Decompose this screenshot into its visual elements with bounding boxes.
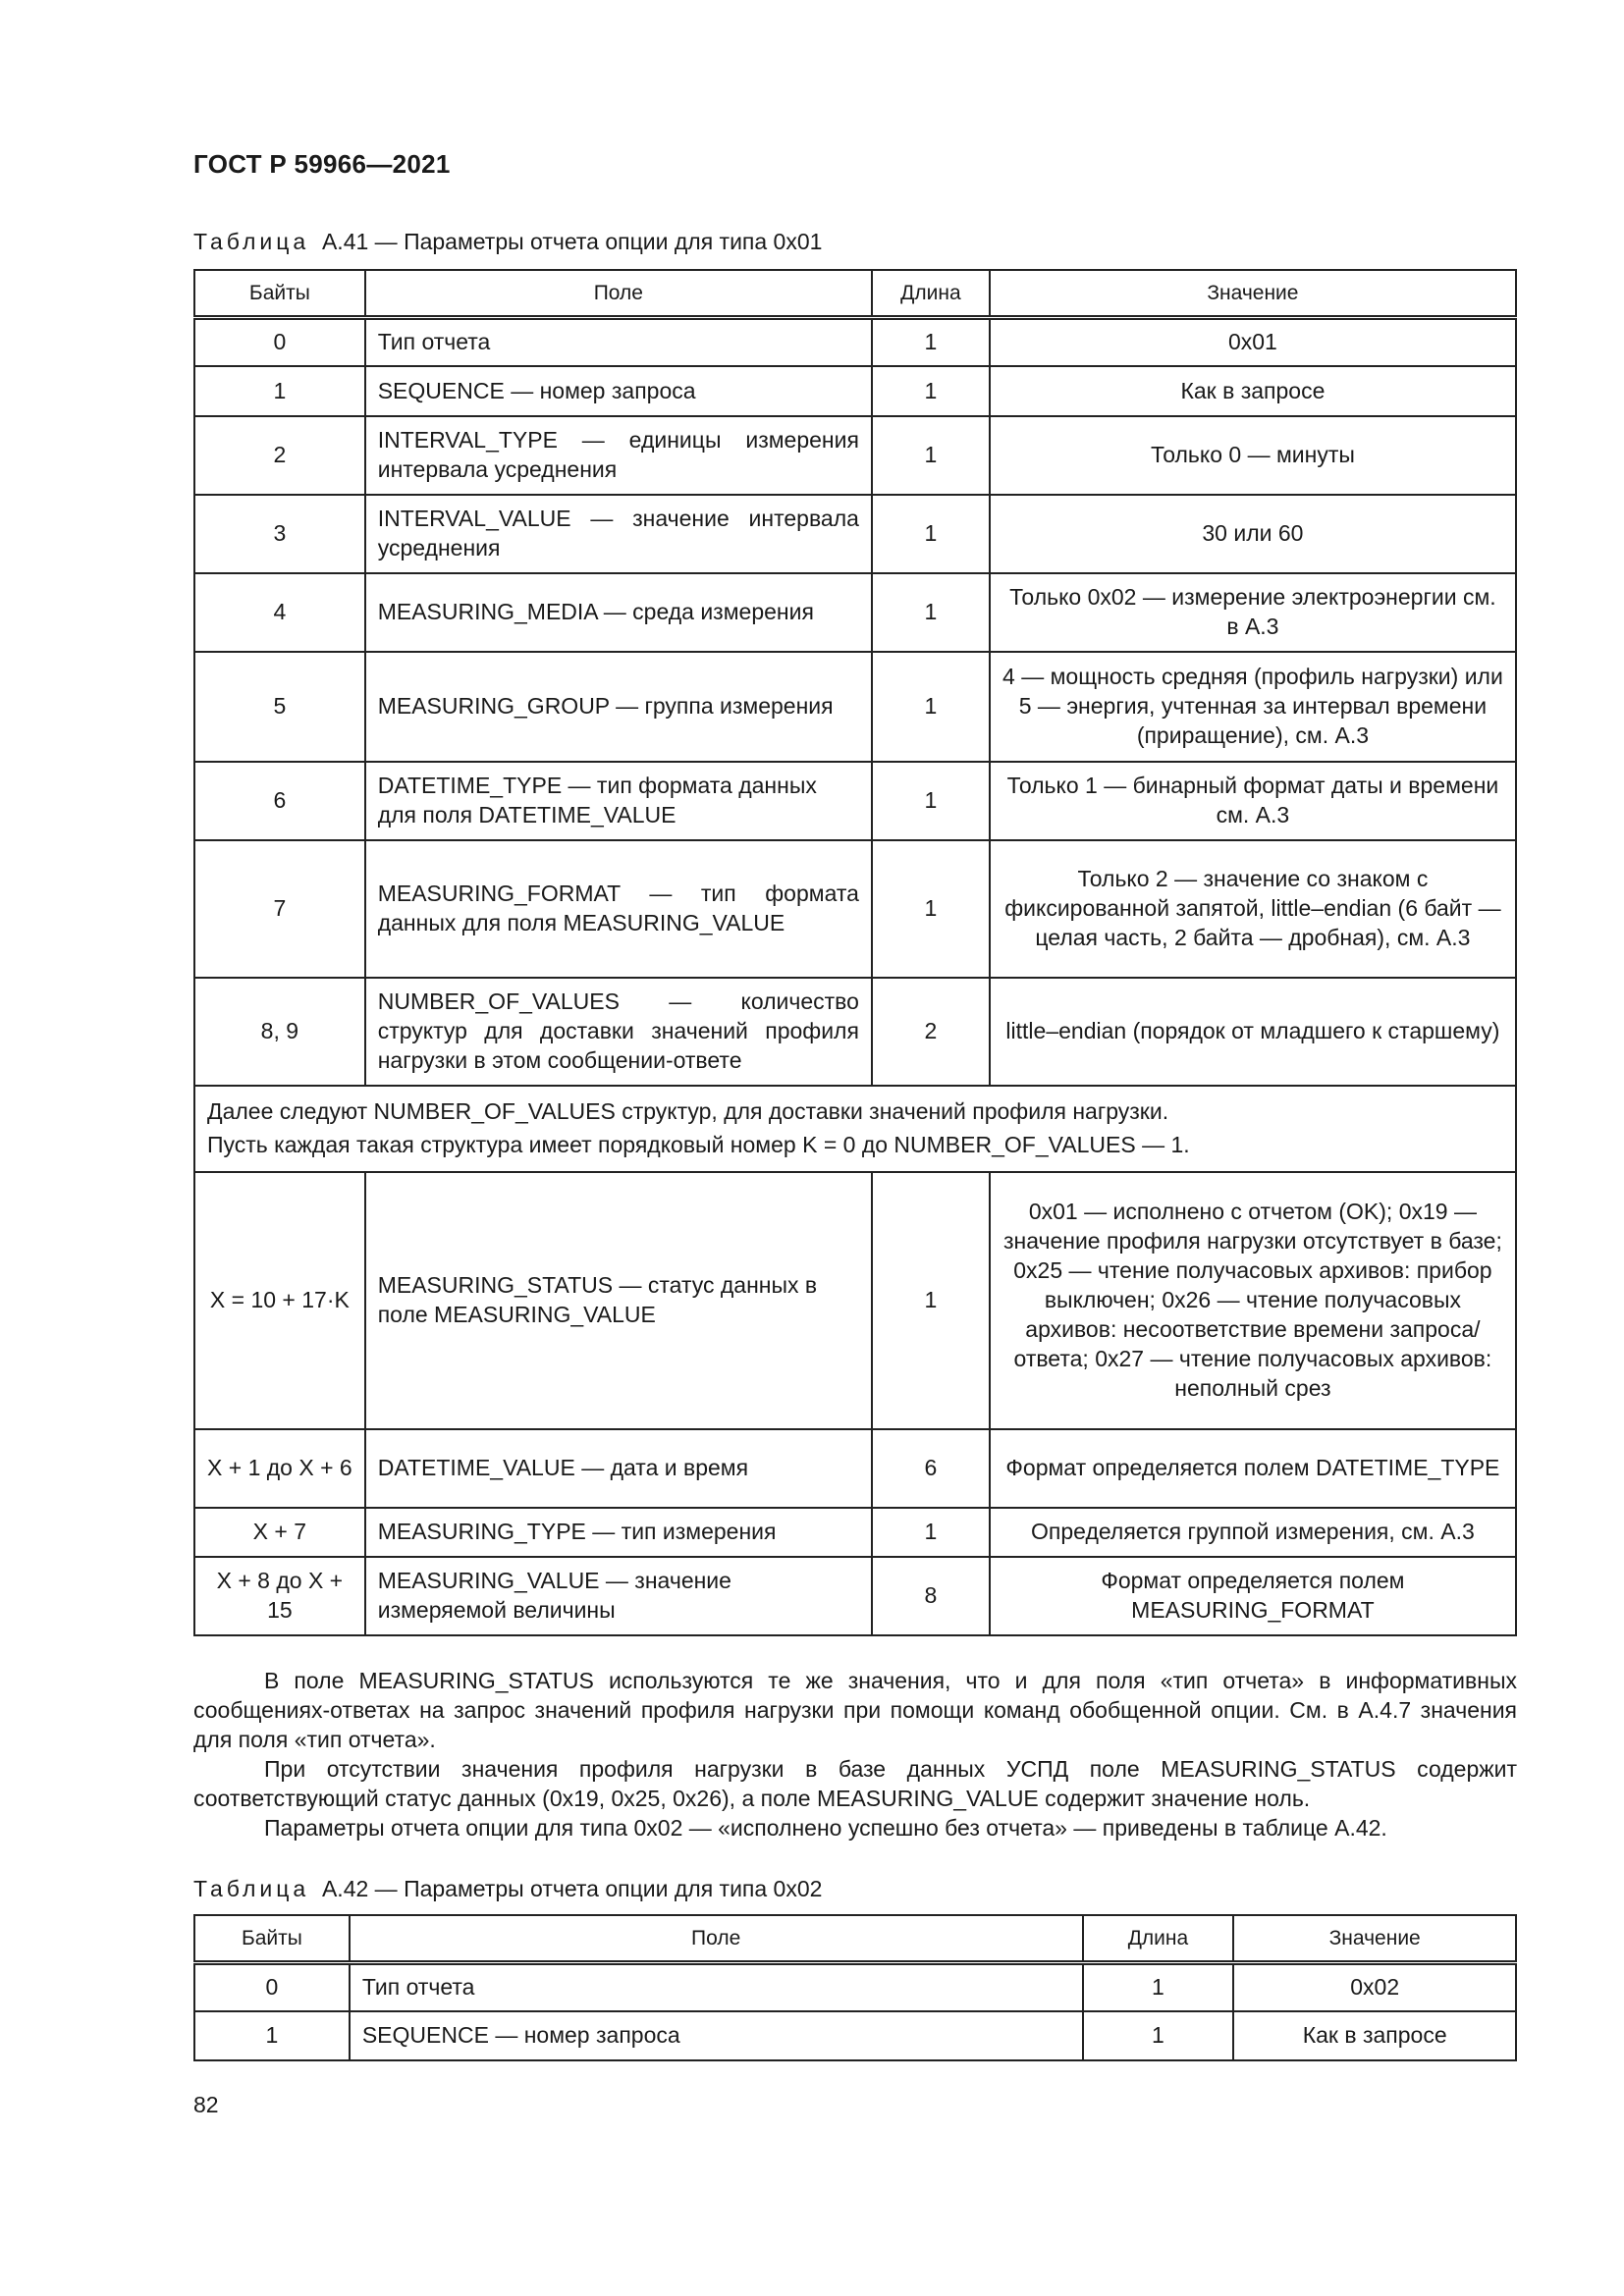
table-a42 [193,1914,1517,2061]
cell-field: MEASURING_STATUS — статус данных в поле MEASURING_VALUE [365,1172,872,1429]
table-row [194,978,1516,1086]
cell-length: 6 [872,1429,990,1508]
cell-value: Как в запросе [1233,2011,1516,2060]
table-note-row [194,1086,1516,1172]
cell-value: Только 1 — бинарный формат даты и времени см. А.3 [990,762,1516,840]
table-row [194,416,1516,495]
cell-field: SEQUENCE — номер запроса [365,366,872,416]
cell-length: 1 [872,1508,990,1557]
table-row [194,1172,1516,1429]
note-line: Пусть каждая такая структура имеет порядковый номер K = 0 до NUMBER_OF_VALUES — 1. [207,1132,1190,1157]
caption-text: А.42 — Параметры отчета опции для типа 0x02 [321,1876,823,1901]
cell-field: Тип отчета [365,317,872,366]
cell-length: 1 [872,366,990,416]
cell-value: Формат определяется полем MEASURING_FORMAT [990,1557,1516,1635]
cell-bytes: 6 [194,762,365,840]
cell-length: 8 [872,1557,990,1635]
cell-field: NUMBER_OF_VALUES — количество структур для доставки значений профиля нагрузки в этом сообщении-ответе [365,978,872,1086]
cell-field: INTERVAL_TYPE — единицы измерения интервала усреднения [365,416,872,495]
table-note [194,1086,1516,1172]
cell-bytes: X + 8 до X + 15 [194,1557,365,1635]
cell-bytes: X + 7 [194,1508,365,1557]
col-header-field: Поле [365,270,872,317]
table-header-row [194,1915,1516,1962]
body-text [193,1666,1517,1842]
cell-bytes: 5 [194,652,365,762]
col-header-bytes: Байты [194,270,365,317]
cell-length: 1 [872,416,990,495]
cell-field: MEASURING_MEDIA — среда измерения [365,573,872,652]
cell-field: MEASURING_TYPE — тип измерения [365,1508,872,1557]
cell-value: Только 0x02 — измерение электроэнергии см. в А.3 [990,573,1516,652]
cell-length: 1 [872,840,990,978]
cell-field: SEQUENCE — номер запроса [350,2011,1083,2060]
cell-bytes: 1 [194,2011,350,2060]
table-a42-caption [193,1876,822,1902]
table-row [194,317,1516,366]
cell-field: DATETIME_VALUE — дата и время [365,1429,872,1508]
col-header-field: Поле [350,1915,1083,1962]
cell-bytes: 8, 9 [194,978,365,1086]
cell-field: Тип отчета [350,1962,1083,2011]
col-header-length: Длина [872,270,990,317]
col-header-value: Значение [1233,1915,1516,1962]
table-row [194,1429,1516,1508]
paragraph: Параметры отчета опции для типа 0x02 — «исполнено успешно без отчета» — приведены в таблице А.42. [264,1815,1387,1841]
cell-value: 0x02 [1233,1962,1516,2011]
col-header-length: Длина [1083,1915,1234,1962]
cell-value: Формат определяется полем DATETIME_TYPE [990,1429,1516,1508]
paragraph: В поле MEASURING_STATUS используются те же значения, что и для поля «тип отчета» в информативных сообщениях-ответах на запрос значений профиля нагрузки при помощи команд обобщенной опции. См. в А.4.7 значения для поля «тип отчета». [193,1668,1517,1752]
table-row [194,366,1516,416]
cell-bytes: X + 1 до X + 6 [194,1429,365,1508]
cell-bytes: 1 [194,366,365,416]
table-row [194,573,1516,652]
table-header-row [194,270,1516,317]
cell-value: 0x01 — исполнено с отчетом (OK); 0x19 — значение профиля нагрузки отсутствует в базе; 0x25 — чтение получасовых архивов: прибор выключен; 0x26 — чтение получасовых архивов: несоответствие времени запроса/ответа; 0x27 — чтение получасовых архивов: неполный срез [990,1172,1516,1429]
cell-length: 1 [1083,2011,1234,2060]
cell-value: Только 0 — минуты [990,416,1516,495]
cell-length: 1 [872,762,990,840]
table-row [194,495,1516,573]
table-row [194,652,1516,762]
cell-bytes: 0 [194,317,365,366]
cell-bytes: X = 10 + 17·K [194,1172,365,1429]
table-a41-caption [193,229,822,255]
cell-field: MEASURING_GROUP — группа измерения [365,652,872,762]
cell-length: 1 [872,495,990,573]
col-header-value: Значение [990,270,1516,317]
cell-value: Только 2 — значение со знаком с фиксированной запятой, little–endian (6 байт — целая часть, 2 байта — дробная), см. А.3 [990,840,1516,978]
cell-bytes: 4 [194,573,365,652]
cell-value: 30 или 60 [990,495,1516,573]
cell-field: INTERVAL_VALUE — значение интервала усреднения [365,495,872,573]
cell-length: 1 [872,573,990,652]
caption-word: Таблица [193,229,310,254]
cell-value: 0x01 [990,317,1516,366]
table-a41 [193,269,1517,1636]
cell-value: 4 — мощность средняя (профиль нагрузки) или 5 — энергия, учтенная за интервал времени (приращение), см. А.3 [990,652,1516,762]
caption-word: Таблица [193,1876,310,1901]
col-header-bytes: Байты [194,1915,350,1962]
cell-bytes: 2 [194,416,365,495]
paragraph: При отсутствии значения профиля нагрузки в базе данных УСПД поле MEASURING_STATUS содержит соответствующий статус данных (0x19, 0x25, 0x26), а поле MEASURING_VALUE содержит значение ноль. [193,1756,1517,1811]
cell-value: little–endian (порядок от младшего к старшему) [990,978,1516,1086]
cell-value: Как в запросе [990,366,1516,416]
note-line: Далее следуют NUMBER_OF_VALUES структур, для доставки значений профиля нагрузки. [207,1098,1169,1125]
cell-length: 1 [872,1172,990,1429]
cell-field: MEASURING_FORMAT — тип формата данных для поля MEASURING_VALUE [365,840,872,978]
cell-length: 1 [1083,1962,1234,2011]
cell-value: Определяется группой измерения, см. А.3 [990,1508,1516,1557]
table-row [194,1962,1516,2011]
caption-text: А.41 — Параметры отчета опции для типа 0x01 [321,229,823,254]
page-number: 82 [193,2092,219,2117]
table-row [194,2011,1516,2060]
table-row [194,840,1516,978]
table-row [194,1557,1516,1635]
document-code: ГОСТ Р 59966—2021 [193,149,451,179]
table-row [194,1508,1516,1557]
cell-length: 2 [872,978,990,1086]
cell-bytes: 7 [194,840,365,978]
cell-bytes: 0 [194,1962,350,2011]
cell-length: 1 [872,652,990,762]
cell-bytes: 3 [194,495,365,573]
cell-field: DATETIME_TYPE — тип формата данных для поля DATETIME_VALUE [365,762,872,840]
cell-length: 1 [872,317,990,366]
table-row [194,762,1516,840]
cell-field: MEASURING_VALUE — значение измеряемой величины [365,1557,872,1635]
